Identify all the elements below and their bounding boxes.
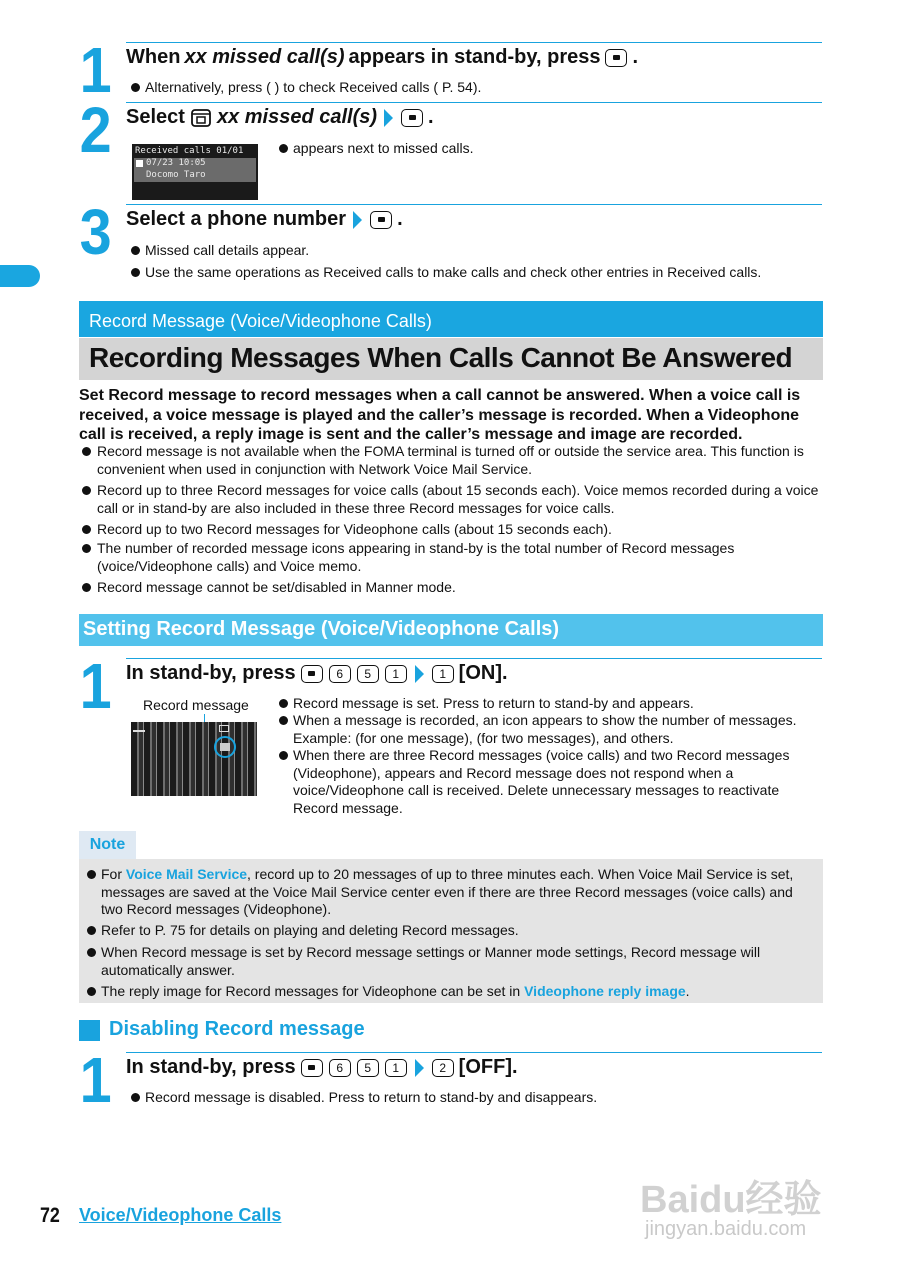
step-rule <box>126 658 822 659</box>
step-title: Select xx missed call(s) . <box>126 106 434 128</box>
next-arrow-icon <box>415 665 424 683</box>
step-title-italic: xx missed call(s) <box>184 46 345 68</box>
center-key-icon <box>301 1059 323 1077</box>
bullet-item: Record message cannot be set/disabled in Manner mode. <box>79 579 823 597</box>
step-number: 1 <box>79 1044 110 1116</box>
step-title: Select a phone number . <box>126 208 403 230</box>
bullet-item: Record up to three Record messages for voice calls (about 15 seconds each). Voice memos recorded during a voice call or in stand-by are also included in these three Record messages for voice calls. <box>79 482 823 517</box>
step-title-italic: xx missed call(s) <box>216 106 378 128</box>
step-title <box>126 1056 518 1079</box>
checkbox-icon <box>136 160 143 167</box>
note-text: For <box>101 866 126 882</box>
subsection-band: Setting Record Message (Voice/Videophone Calls) <box>79 614 823 646</box>
bullet-item: Record message is not available when the FOMA terminal is turned off or outside the service area. This function is convenient when used in conjunction with Network Voice Mail Service. <box>79 443 823 478</box>
lcd-line: Docomo Taro <box>146 170 206 180</box>
digit-key: 6 <box>329 1059 351 1077</box>
bullet-item: Missed call details appear. <box>128 242 818 260</box>
next-arrow-icon <box>353 211 362 229</box>
lcd-line: Received calls 01/01 <box>135 146 244 156</box>
watermark-brand: Baidu经验 <box>640 1179 822 1221</box>
digit-key: 2 <box>432 1059 454 1077</box>
note-text: , record up to 20 messages of up to three minutes each. When Voice Mail Service is set, messages are saved at the Voice Mail Service center even if there are three Record messages (voice calls) and two Record messages (Videophone). <box>101 866 794 917</box>
digit-key: 6 <box>329 665 351 683</box>
step-option: [ON]. <box>458 662 508 684</box>
digit-key: 1 <box>385 1059 407 1077</box>
signal-icon <box>133 724 145 732</box>
bullet-item: When a message is recorded, an icon appears to show the number of messages. Example: (for one message), (for two messages), and others. <box>276 712 826 747</box>
bullet-item: Use the same operations as Received calls to make calls and check other entries in Received calls. <box>128 264 818 282</box>
chapter-side-tab <box>0 265 40 287</box>
step-title-text: Select a phone number <box>126 208 347 230</box>
next-arrow-icon <box>415 1059 424 1077</box>
voice-mail-service-link[interactable]: Voice Mail Service <box>125 866 248 882</box>
note-text: The reply image for Record messages for Videophone can be set in <box>101 983 525 999</box>
bullet-item: Record message is set. Press to return to stand-by and appears. <box>276 695 826 713</box>
bullet-item: appears next to missed calls. <box>276 140 816 158</box>
step-title-text: When <box>126 46 181 68</box>
section-heading: Recording Messages When Calls Cannot Be Answered <box>79 338 823 380</box>
step-rule <box>126 204 822 205</box>
standby-wallpaper <box>131 722 257 796</box>
step-rule <box>126 42 822 43</box>
step-title-text: Select <box>126 106 185 128</box>
center-key-icon <box>605 49 627 67</box>
step-title-text: In stand-by, press <box>126 662 296 684</box>
next-arrow-icon <box>384 109 393 127</box>
record-message-icon <box>220 743 230 751</box>
digit-key: 5 <box>357 665 379 683</box>
missed-call-phone-icon <box>189 108 213 128</box>
bullet-item: The number of recorded message icons appearing in stand-by is the total number of Record messages (voice/Videophone calls) and Voice memo. <box>79 540 823 575</box>
section-intro: Set Record message to record messages when a call cannot be answered. When a voice call is received, a voice message is played and the caller’s message is recorded. When a Videophone call is received, a reply image is sent and the caller’s message and image are recorded. <box>79 387 801 443</box>
note-item <box>84 866 818 919</box>
step-rule <box>126 102 822 103</box>
center-key-icon <box>401 109 423 127</box>
step-title <box>126 662 508 685</box>
step-number: 2 <box>79 94 110 166</box>
battery-icon <box>219 725 229 732</box>
watermark-url: jingyan.baidu.com <box>645 1218 807 1240</box>
digit-key: 5 <box>357 1059 379 1077</box>
bullet-item: Alternatively, press ( ) to check Received calls ( P. 54). <box>128 79 818 97</box>
digit-key: 1 <box>385 665 407 683</box>
lcd-line: 07/23 10:05 <box>146 158 206 168</box>
note-item: When Record message is set by Record message settings or Manner mode settings, Record message will automatically answer. <box>84 944 818 979</box>
step-title-text: appears in stand-by, press <box>348 46 601 68</box>
center-key-icon <box>370 211 392 229</box>
step-number: 1 <box>79 34 110 106</box>
bullet-item: When there are three Record messages (voice calls) and two Record messages (Videophone), appears and Record message does not respond when a voice/Videophone call is received. Delete unnecessary messages to reactivate Record message. <box>276 747 826 817</box>
subsection-heading: Disabling Record message <box>109 1018 365 1040</box>
image-label: Record message <box>143 697 249 713</box>
standby-screen <box>131 722 257 796</box>
note-label: Note <box>79 831 136 859</box>
bullet-item: Record up to two Record messages for Videophone calls (about 15 seconds each). <box>79 521 823 539</box>
heading-marker <box>79 1020 100 1041</box>
bullet-item: Record message is disabled. Press to return to stand-by and disappears. <box>128 1089 818 1107</box>
page-number: 72 <box>40 1204 60 1227</box>
center-key-icon <box>301 665 323 683</box>
step-option: [OFF]. <box>458 1056 518 1078</box>
digit-key: 1 <box>432 665 454 683</box>
category-band: Record Message (Voice/Videophone Calls) <box>79 301 823 337</box>
note-text: . <box>685 983 690 999</box>
step-rule <box>126 1052 822 1053</box>
chapter-link[interactable]: Voice/Videophone Calls <box>79 1205 282 1225</box>
note-item <box>84 983 818 1001</box>
step-number: 1 <box>79 650 110 722</box>
received-calls-screen <box>132 144 258 200</box>
step-title-text: In stand-by, press <box>126 1056 296 1078</box>
step-number: 3 <box>79 196 110 268</box>
note-item: Refer to P. 75 for details on playing and deleting Record messages. <box>84 922 818 940</box>
videophone-reply-image-link[interactable]: Videophone reply image <box>524 983 686 999</box>
step-title: When xx missed call(s) appears in stand-by, press . <box>126 46 639 68</box>
